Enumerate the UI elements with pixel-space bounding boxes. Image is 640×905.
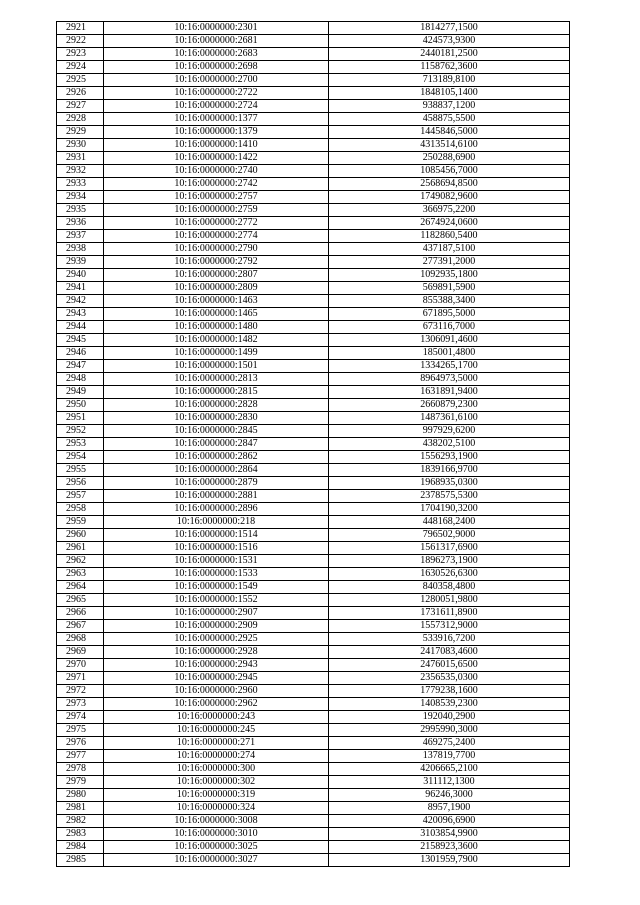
table-row [57, 152, 570, 165]
table-row [57, 61, 570, 74]
table-row [57, 503, 570, 516]
cadastral-number-cell: 10:16:0000000:2807 [104, 269, 329, 282]
row-number-cell: 2934 [57, 191, 104, 204]
value-cell: 2356535,0300 [329, 672, 570, 685]
value-cell: 1631891,9400 [329, 386, 570, 399]
row-number-cell: 2954 [57, 451, 104, 464]
value-cell: 2476015,6500 [329, 659, 570, 672]
table-row [57, 594, 570, 607]
table-row [57, 685, 570, 698]
row-number-cell: 2973 [57, 698, 104, 711]
value-cell: 4206665,2100 [329, 763, 570, 776]
row-number-cell: 2935 [57, 204, 104, 217]
value-cell: 1092935,1800 [329, 269, 570, 282]
value-cell: 1158762,3600 [329, 61, 570, 74]
value-cell: 1306091,4600 [329, 334, 570, 347]
table-row [57, 724, 570, 737]
table-row [57, 802, 570, 815]
table-row [57, 776, 570, 789]
cadastral-number-cell: 10:16:0000000:2925 [104, 633, 329, 646]
row-number-cell: 2981 [57, 802, 104, 815]
cadastral-number-cell: 10:16:0000000:2845 [104, 425, 329, 438]
row-number-cell: 2962 [57, 555, 104, 568]
table-row [57, 126, 570, 139]
row-number-cell: 2959 [57, 516, 104, 529]
cadastral-number-cell: 10:16:0000000:2813 [104, 373, 329, 386]
row-number-cell: 2938 [57, 243, 104, 256]
row-number-cell: 2951 [57, 412, 104, 425]
value-cell: 938837,1200 [329, 100, 570, 113]
value-cell: 1731611,8900 [329, 607, 570, 620]
table-row [57, 750, 570, 763]
table-row [57, 763, 570, 776]
row-number-cell: 2968 [57, 633, 104, 646]
row-number-cell: 2966 [57, 607, 104, 620]
table-row [57, 295, 570, 308]
value-cell: 1408539,2300 [329, 698, 570, 711]
cadastral-number-cell: 10:16:0000000:1377 [104, 113, 329, 126]
row-number-cell: 2946 [57, 347, 104, 360]
cadastral-number-cell: 10:16:0000000:2828 [104, 399, 329, 412]
value-cell: 2378575,5300 [329, 490, 570, 503]
table-row [57, 828, 570, 841]
value-cell: 1557312,9000 [329, 620, 570, 633]
table-row [57, 100, 570, 113]
value-cell: 2417083,4600 [329, 646, 570, 659]
table-row [57, 22, 570, 35]
value-cell: 137819,7700 [329, 750, 570, 763]
row-number-cell: 2922 [57, 35, 104, 48]
row-number-cell: 2982 [57, 815, 104, 828]
cadastral-number-cell: 10:16:0000000:2830 [104, 412, 329, 425]
cadastral-number-cell: 10:16:0000000:1549 [104, 581, 329, 594]
cadastral-number-cell: 10:16:0000000:3008 [104, 815, 329, 828]
value-cell: 8964973,5000 [329, 373, 570, 386]
cadastral-number-cell: 10:16:0000000:2809 [104, 282, 329, 295]
row-number-cell: 2921 [57, 22, 104, 35]
cadastral-number-cell: 10:16:0000000:1533 [104, 568, 329, 581]
table-row [57, 308, 570, 321]
value-cell: 1487361,6100 [329, 412, 570, 425]
value-cell: 424573,9300 [329, 35, 570, 48]
cadastral-number-cell: 10:16:0000000:245 [104, 724, 329, 737]
table-row [57, 230, 570, 243]
cadastral-number-cell: 10:16:0000000:2847 [104, 438, 329, 451]
table-row [57, 347, 570, 360]
value-cell: 855388,3400 [329, 295, 570, 308]
cadastral-number-cell: 10:16:0000000:1516 [104, 542, 329, 555]
row-number-cell: 2979 [57, 776, 104, 789]
row-number-cell: 2965 [57, 594, 104, 607]
table-row [57, 165, 570, 178]
cadastral-number-cell: 10:16:0000000:2740 [104, 165, 329, 178]
cadastral-number-cell: 10:16:0000000:2960 [104, 685, 329, 698]
table-row [57, 74, 570, 87]
value-cell: 4313514,6100 [329, 139, 570, 152]
cadastral-number-cell: 10:16:0000000:2681 [104, 35, 329, 48]
value-cell: 997929,6200 [329, 425, 570, 438]
row-number-cell: 2976 [57, 737, 104, 750]
value-cell: 277391,2000 [329, 256, 570, 269]
cadastral-number-cell: 10:16:0000000:2864 [104, 464, 329, 477]
cadastral-number-cell: 10:16:0000000:1552 [104, 594, 329, 607]
value-cell: 713189,8100 [329, 74, 570, 87]
cadastral-number-cell: 10:16:0000000:2879 [104, 477, 329, 490]
cadastral-number-cell: 10:16:0000000:2896 [104, 503, 329, 516]
value-cell: 96246,3000 [329, 789, 570, 802]
row-number-cell: 2945 [57, 334, 104, 347]
table-row [57, 516, 570, 529]
value-cell: 185001,4800 [329, 347, 570, 360]
table-row [57, 334, 570, 347]
row-number-cell: 2975 [57, 724, 104, 737]
table-row [57, 243, 570, 256]
table-row [57, 568, 570, 581]
value-cell: 1779238,1600 [329, 685, 570, 698]
cadastral-number-cell: 10:16:0000000:2945 [104, 672, 329, 685]
cadastral-number-cell: 10:16:0000000:3027 [104, 854, 329, 867]
row-number-cell: 2957 [57, 490, 104, 503]
value-cell: 3103854,9900 [329, 828, 570, 841]
table-row [57, 217, 570, 230]
cadastral-number-cell: 10:16:0000000:324 [104, 802, 329, 815]
value-cell: 1848105,1400 [329, 87, 570, 100]
cadastral-number-cell: 10:16:0000000:1379 [104, 126, 329, 139]
row-number-cell: 2937 [57, 230, 104, 243]
table-row [57, 399, 570, 412]
table-row [57, 204, 570, 217]
cadastral-number-cell: 10:16:0000000:2909 [104, 620, 329, 633]
row-number-cell: 2931 [57, 152, 104, 165]
row-number-cell: 2941 [57, 282, 104, 295]
cadastral-number-cell: 10:16:0000000:274 [104, 750, 329, 763]
value-cell: 1334265,1700 [329, 360, 570, 373]
cadastral-number-cell: 10:16:0000000:1480 [104, 321, 329, 334]
value-cell: 1301959,7900 [329, 854, 570, 867]
table-row [57, 841, 570, 854]
table-row [57, 529, 570, 542]
table-row [57, 360, 570, 373]
cadastral-number-cell: 10:16:0000000:2774 [104, 230, 329, 243]
table-row [57, 256, 570, 269]
parcel-table-body [57, 22, 570, 867]
value-cell: 569891,5900 [329, 282, 570, 295]
table-row [57, 607, 570, 620]
table-row [57, 633, 570, 646]
value-cell: 2674924,0600 [329, 217, 570, 230]
cadastral-number-cell: 10:16:0000000:2962 [104, 698, 329, 711]
cadastral-number-cell: 10:16:0000000:2792 [104, 256, 329, 269]
cadastral-number-cell: 10:16:0000000:302 [104, 776, 329, 789]
cadastral-number-cell: 10:16:0000000:218 [104, 516, 329, 529]
table-row [57, 555, 570, 568]
row-number-cell: 2943 [57, 308, 104, 321]
row-number-cell: 2970 [57, 659, 104, 672]
value-cell: 1445846,5000 [329, 126, 570, 139]
cadastral-number-cell: 10:16:0000000:2772 [104, 217, 329, 230]
table-row [57, 815, 570, 828]
row-number-cell: 2964 [57, 581, 104, 594]
cadastral-number-cell: 10:16:0000000:2943 [104, 659, 329, 672]
value-cell: 469275,2400 [329, 737, 570, 750]
value-cell: 8957,1900 [329, 802, 570, 815]
row-number-cell: 2947 [57, 360, 104, 373]
row-number-cell: 2952 [57, 425, 104, 438]
table-row [57, 789, 570, 802]
table-row [57, 490, 570, 503]
table-row [57, 113, 570, 126]
value-cell: 438202,5100 [329, 438, 570, 451]
row-number-cell: 2958 [57, 503, 104, 516]
table-row [57, 737, 570, 750]
table-row [57, 581, 570, 594]
table-row [57, 438, 570, 451]
value-cell: 311112,1300 [329, 776, 570, 789]
row-number-cell: 2925 [57, 74, 104, 87]
value-cell: 458875,5500 [329, 113, 570, 126]
table-row [57, 178, 570, 191]
value-cell: 420096,6900 [329, 815, 570, 828]
row-number-cell: 2948 [57, 373, 104, 386]
row-number-cell: 2955 [57, 464, 104, 477]
cadastral-number-cell: 10:16:0000000:2742 [104, 178, 329, 191]
table-row [57, 386, 570, 399]
value-cell: 533916,7200 [329, 633, 570, 646]
table-row [57, 35, 570, 48]
value-cell: 1839166,9700 [329, 464, 570, 477]
row-number-cell: 2974 [57, 711, 104, 724]
table-row [57, 48, 570, 61]
value-cell: 1280051,9800 [329, 594, 570, 607]
value-cell: 840358,4800 [329, 581, 570, 594]
value-cell: 796502,9000 [329, 529, 570, 542]
row-number-cell: 2969 [57, 646, 104, 659]
value-cell: 2158923,3600 [329, 841, 570, 854]
table-row [57, 711, 570, 724]
cadastral-number-cell: 10:16:0000000:1501 [104, 360, 329, 373]
value-cell: 1704190,3200 [329, 503, 570, 516]
value-cell: 1814277,1500 [329, 22, 570, 35]
cadastral-number-cell: 10:16:0000000:300 [104, 763, 329, 776]
row-number-cell: 2940 [57, 269, 104, 282]
row-number-cell: 2926 [57, 87, 104, 100]
value-cell: 2660879,2300 [329, 399, 570, 412]
row-number-cell: 2978 [57, 763, 104, 776]
cadastral-number-cell: 10:16:0000000:2683 [104, 48, 329, 61]
table-row [57, 646, 570, 659]
cadastral-number-cell: 10:16:0000000:2815 [104, 386, 329, 399]
value-cell: 1749082,9600 [329, 191, 570, 204]
value-cell: 2440181,2500 [329, 48, 570, 61]
row-number-cell: 2953 [57, 438, 104, 451]
table-row [57, 464, 570, 477]
cadastral-number-cell: 10:16:0000000:2928 [104, 646, 329, 659]
row-number-cell: 2971 [57, 672, 104, 685]
row-number-cell: 2924 [57, 61, 104, 74]
cadastral-number-cell: 10:16:0000000:1410 [104, 139, 329, 152]
table-row [57, 87, 570, 100]
row-number-cell: 2967 [57, 620, 104, 633]
cadastral-number-cell: 10:16:0000000:1463 [104, 295, 329, 308]
cadastral-number-cell: 10:16:0000000:3010 [104, 828, 329, 841]
value-cell: 448168,2400 [329, 516, 570, 529]
table-row [57, 139, 570, 152]
row-number-cell: 2983 [57, 828, 104, 841]
value-cell: 1556293,1900 [329, 451, 570, 464]
value-cell: 2568694,8500 [329, 178, 570, 191]
value-cell: 1896273,1900 [329, 555, 570, 568]
row-number-cell: 2985 [57, 854, 104, 867]
cadastral-number-cell: 10:16:0000000:1531 [104, 555, 329, 568]
row-number-cell: 2942 [57, 295, 104, 308]
row-number-cell: 2972 [57, 685, 104, 698]
cadastral-number-cell: 10:16:0000000:2862 [104, 451, 329, 464]
table-row [57, 282, 570, 295]
value-cell: 1561317,6900 [329, 542, 570, 555]
cadastral-number-cell: 10:16:0000000:2700 [104, 74, 329, 87]
row-number-cell: 2936 [57, 217, 104, 230]
cadastral-number-cell: 10:16:0000000:2907 [104, 607, 329, 620]
row-number-cell: 2949 [57, 386, 104, 399]
row-number-cell: 2956 [57, 477, 104, 490]
cadastral-number-cell: 10:16:0000000:2790 [104, 243, 329, 256]
value-cell: 366975,2200 [329, 204, 570, 217]
cadastral-number-cell: 10:16:0000000:2759 [104, 204, 329, 217]
value-cell: 671895,5000 [329, 308, 570, 321]
table-row [57, 620, 570, 633]
table-row [57, 373, 570, 386]
table-row [57, 542, 570, 555]
row-number-cell: 2961 [57, 542, 104, 555]
value-cell: 192040,2900 [329, 711, 570, 724]
cadastral-number-cell: 10:16:0000000:243 [104, 711, 329, 724]
cadastral-number-cell: 10:16:0000000:1465 [104, 308, 329, 321]
table-row [57, 451, 570, 464]
value-cell: 673116,7000 [329, 321, 570, 334]
table-row [57, 412, 570, 425]
row-number-cell: 2950 [57, 399, 104, 412]
cadastral-number-cell: 10:16:0000000:1482 [104, 334, 329, 347]
cadastral-number-cell: 10:16:0000000:1422 [104, 152, 329, 165]
cadastral-number-cell: 10:16:0000000:2757 [104, 191, 329, 204]
row-number-cell: 2960 [57, 529, 104, 542]
row-number-cell: 2930 [57, 139, 104, 152]
cadastral-number-cell: 10:16:0000000:271 [104, 737, 329, 750]
table-row [57, 854, 570, 867]
table-row [57, 672, 570, 685]
row-number-cell: 2984 [57, 841, 104, 854]
cadastral-number-cell: 10:16:0000000:2301 [104, 22, 329, 35]
row-number-cell: 2980 [57, 789, 104, 802]
row-number-cell: 2933 [57, 178, 104, 191]
row-number-cell: 2928 [57, 113, 104, 126]
row-number-cell: 2963 [57, 568, 104, 581]
row-number-cell: 2932 [57, 165, 104, 178]
value-cell: 1085456,7000 [329, 165, 570, 178]
row-number-cell: 2927 [57, 100, 104, 113]
value-cell: 2995990,3000 [329, 724, 570, 737]
row-number-cell: 2939 [57, 256, 104, 269]
cadastral-number-cell: 10:16:0000000:2724 [104, 100, 329, 113]
cadastral-number-cell: 10:16:0000000:1514 [104, 529, 329, 542]
table-row [57, 659, 570, 672]
cadastral-number-cell: 10:16:0000000:2881 [104, 490, 329, 503]
value-cell: 250288,6900 [329, 152, 570, 165]
row-number-cell: 2929 [57, 126, 104, 139]
value-cell: 1182860,5400 [329, 230, 570, 243]
cadastral-number-cell: 10:16:0000000:1499 [104, 347, 329, 360]
parcel-table [56, 21, 570, 867]
table-row [57, 698, 570, 711]
value-cell: 1968935,0300 [329, 477, 570, 490]
value-cell: 437187,5100 [329, 243, 570, 256]
table-row [57, 477, 570, 490]
cadastral-number-cell: 10:16:0000000:2698 [104, 61, 329, 74]
table-row [57, 191, 570, 204]
cadastral-number-cell: 10:16:0000000:2722 [104, 87, 329, 100]
table-row [57, 321, 570, 334]
row-number-cell: 2923 [57, 48, 104, 61]
value-cell: 1630526,6300 [329, 568, 570, 581]
row-number-cell: 2944 [57, 321, 104, 334]
cadastral-number-cell: 10:16:0000000:319 [104, 789, 329, 802]
table-row [57, 425, 570, 438]
table-row [57, 269, 570, 282]
row-number-cell: 2977 [57, 750, 104, 763]
cadastral-number-cell: 10:16:0000000:3025 [104, 841, 329, 854]
